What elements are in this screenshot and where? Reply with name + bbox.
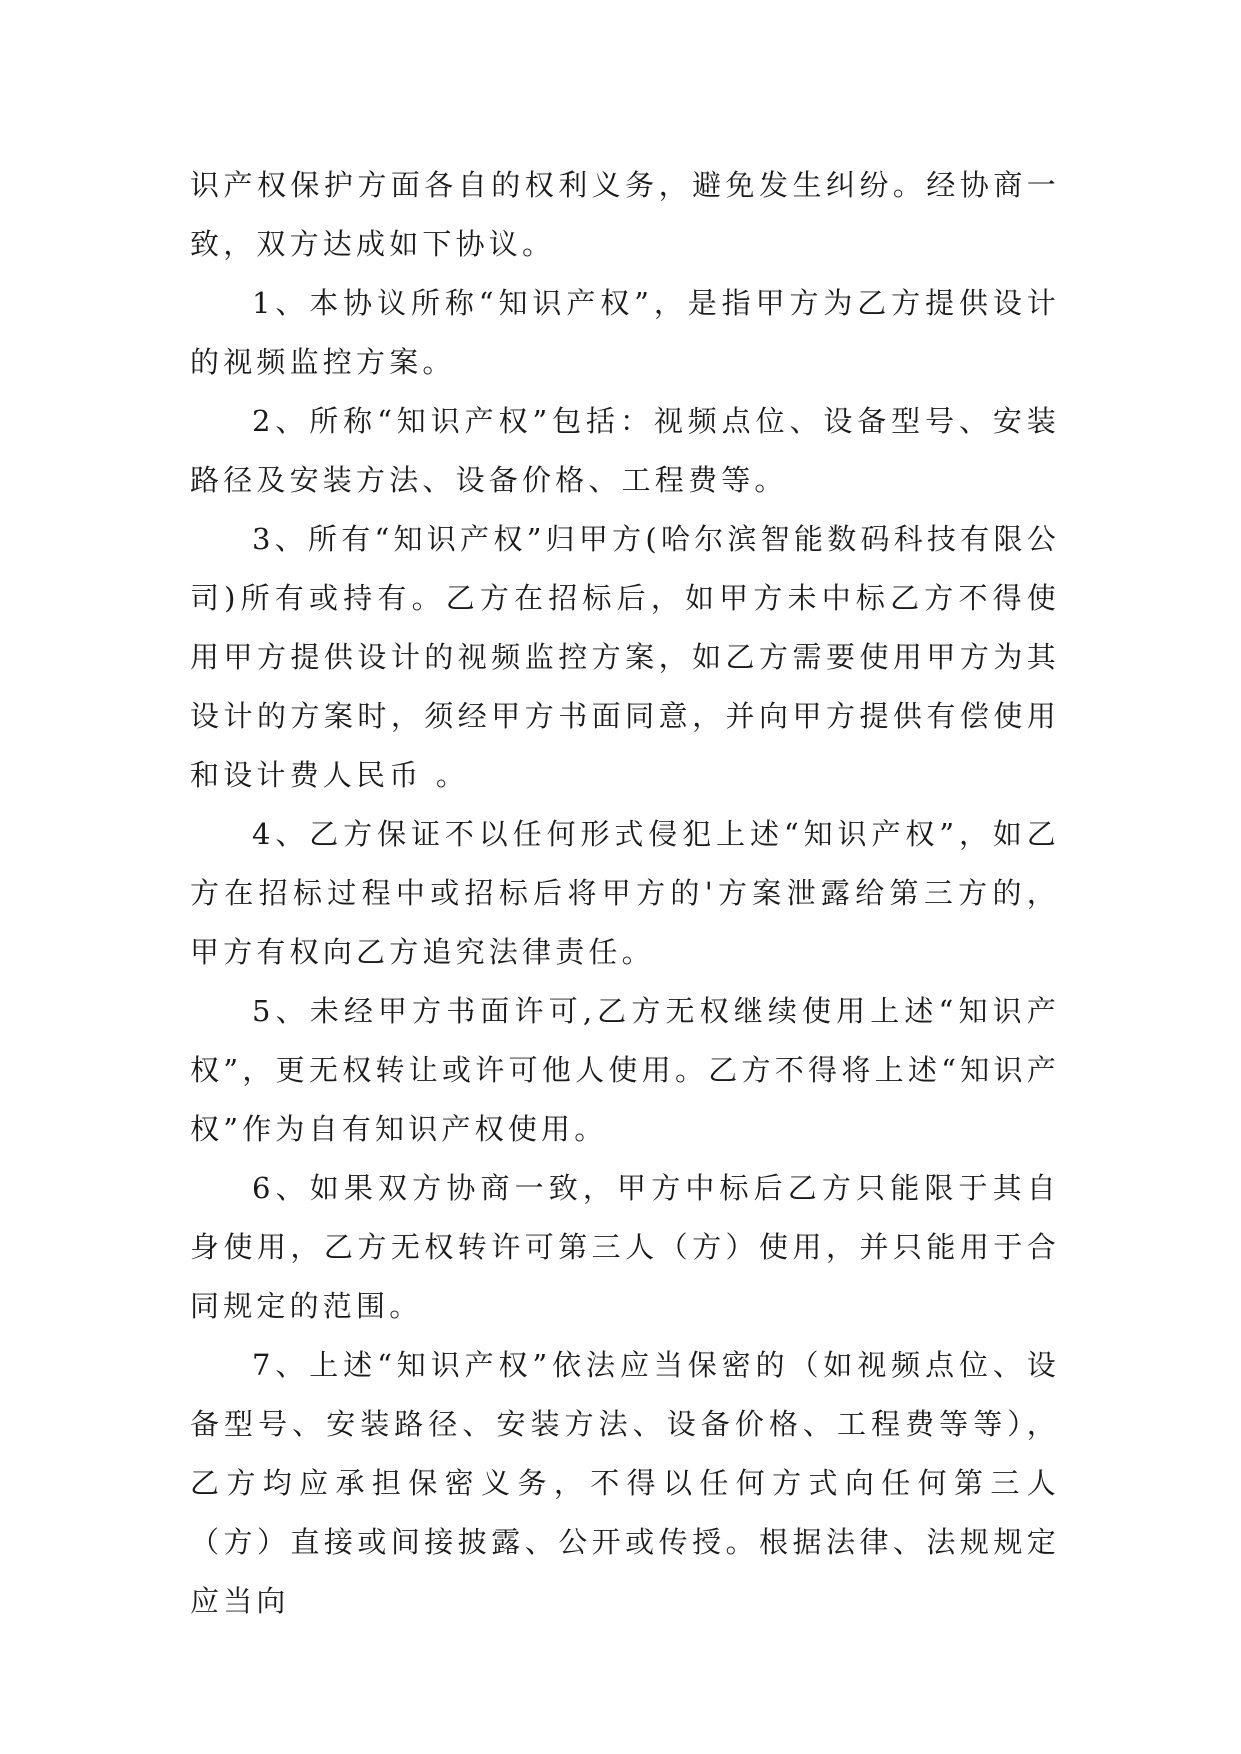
- paragraph-clause-3: 3、所有“知识产权”归甲方(哈尔滨智能数码科技有限公司)所有或持有。乙方在招标后，如甲方未中标乙方不得使用甲方提供设计的视频监控方案，如乙方需要使用甲方为其设计的方案时，须经甲方书面同意，并向甲方提供有偿使用和设计费人民币 。: [190, 522, 1060, 792]
- paragraph-clause-7: 7、上述“知识产权”依法应当保密的（如视频点位、设备型号、安装路径、安装方法、设备价格、工程费等等），乙方均应承担保密义务，不得以任何方式向任何第三人（方）直接或间接披露、公开或传授。根据法律、法规规定应当向: [190, 1348, 1060, 1618]
- paragraph-clause-6: 6、如果双方协商一致，甲方中标后乙方只能限于其自身使用，乙方无权转许可第三人（方）使用，并只能用于合同规定的范围。: [190, 1171, 1060, 1323]
- paragraph-clause-2: 2、所称“知识产权”包括：视频点位、设备型号、安装路径及安装方法、设备价格、工程费等。: [190, 404, 1060, 497]
- paragraph-clause-4: 4、乙方保证不以任何形式侵犯上述“知识产权”，如乙方在招标过程中或招标后将甲方的'方案泄露给第三方的，甲方有权向乙方追究法律责任。: [190, 817, 1060, 969]
- paragraph-clause-5: 5、未经甲方书面许可,乙方无权继续使用上述“知识产权”，更无权转让或许可他人使用。乙方不得将上述“知识产权”作为自有知识产权使用。: [190, 994, 1060, 1146]
- document-body: [190, 156, 1060, 1631]
- paragraph-intro-continuation: 识产权保护方面各自的权利义务，避免发生纠纷。经协商一致，双方达成如下协议。: [190, 168, 1060, 261]
- paragraph-clause-1: 1、本协议所称“知识产权”，是指甲方为乙方提供设计的视频监控方案。: [190, 286, 1060, 379]
